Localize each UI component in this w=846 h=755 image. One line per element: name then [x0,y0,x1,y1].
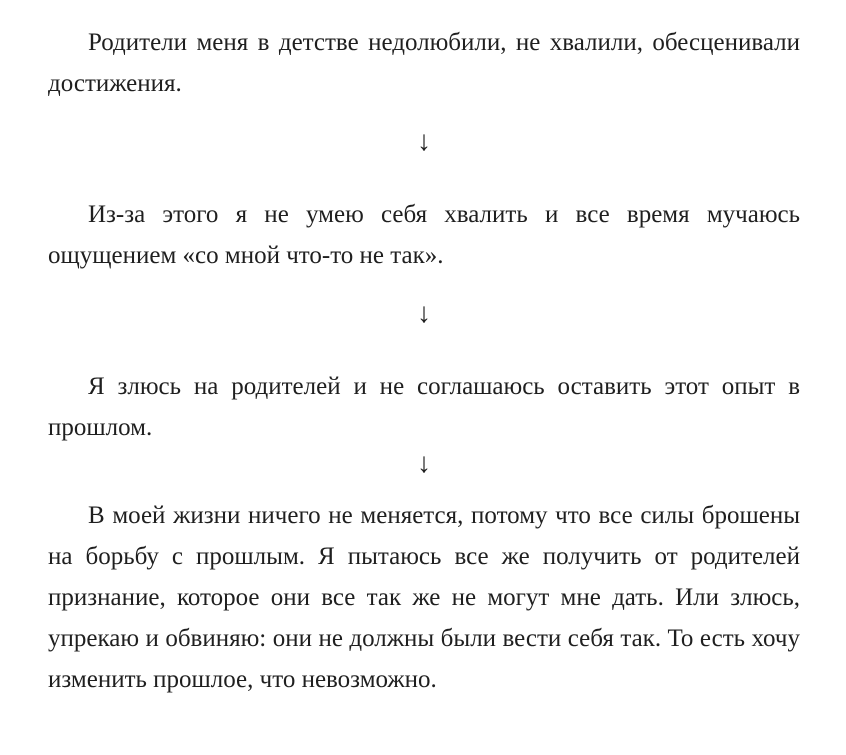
paragraph-anger: Я злюсь на родителей и не соглашаюсь оставить этот опыт в прошлом. [48,373,800,441]
down-arrow-icon: ↓ [417,126,431,157]
down-arrow-icon: ↓ [417,298,431,329]
down-arrow-icon: ↓ [417,448,431,479]
paragraph-result: В моей жизни ничего не меняется, потому что все силы брошены на борьбу с прошлым. Я пытаюсь все же получить от родителей признание, которое они все так же не могут мне дать. Или злюсь, упрекаю и обвиняю: они не должны были вести себя так. То есть хочу изменить прошлое, что невозможно. [48,502,800,693]
paragraph-childhood: Родители меня в детстве недолюбили, не хвалили, обесценивали достижения. [48,29,800,97]
paragraph-consequence: Из-за этого я не умею себя хвалить и все время мучаюсь ощущением «со мной что-то не так». [48,201,800,269]
